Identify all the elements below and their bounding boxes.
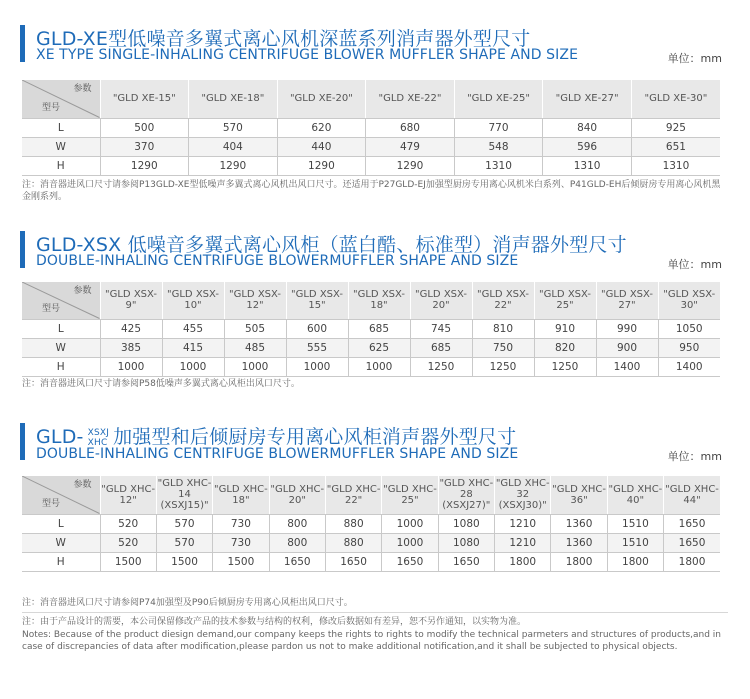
value-cell: 1360 (551, 533, 607, 552)
value-cell: 1000 (286, 357, 348, 376)
model-header-cell: "GLD XHC-18" (213, 476, 269, 514)
value-cell: 1250 (534, 357, 596, 376)
model-header-cell: "GLD XHC-14 (XSXJ15)" (156, 476, 212, 514)
value-cell: 415 (162, 338, 224, 357)
title-accent-bar (20, 25, 25, 62)
design-note-cn: 注：由于产品设计的需要，本公司保留修改产品的技术参数与结构的权利，修改后数据如有差异，恕不另作通知，以实物为准。 (22, 617, 527, 627)
value-cell: 520 (100, 514, 156, 533)
xhc-size-table (22, 476, 720, 572)
value-cell: 1310 (454, 156, 543, 175)
model-header-cell: "GLD XHC-20" (269, 476, 325, 514)
value-cell: 370 (100, 137, 189, 156)
model-header-cell: "GLD XSX-18" (348, 282, 410, 319)
table-row (22, 137, 720, 156)
value-cell: 1000 (100, 357, 162, 376)
section-title-en: DOUBLE-INHALING CENTRIFUGE BLOWERMUFFLER SHAPE AND SIZE (36, 446, 519, 462)
value-cell: 1800 (664, 552, 720, 571)
value-cell: 910 (534, 319, 596, 338)
section-title-cn: GLD-XSX 低噪音多翼式离心风柜（蓝白酷、标准型）消声器外型尺寸 (36, 234, 627, 256)
value-cell: 680 (366, 118, 455, 137)
value-cell: 1800 (551, 552, 607, 571)
value-cell: 500 (100, 118, 189, 137)
value-cell: 1250 (472, 357, 534, 376)
xhc-note: 注：消音器进风口尺寸请参阅P74加强型及P90后倾厨房专用离心风柜出风口尺寸。 (22, 598, 353, 608)
value-cell: 1650 (664, 533, 720, 552)
row-label-cell: W (22, 137, 100, 156)
unit-label: 单位：mm (667, 52, 722, 65)
value-cell: 730 (213, 533, 269, 552)
table-row (22, 552, 720, 571)
table-row (22, 338, 720, 357)
xsx-note: 注：消音器进风口尺寸请参阅P58低噪声多翼式离心风柜出风口尺寸。 (22, 379, 300, 389)
value-cell: 1290 (189, 156, 278, 175)
corner-model-label: 型号 (42, 498, 61, 509)
table-header-row (22, 282, 720, 319)
value-cell: 1290 (100, 156, 189, 175)
xe-note: 注：消音器进风口尺寸请参阅P13GLD-XE型低噪声多翼式离心风机出风口尺寸。还适用于P27GLD-EJ加强型厨房专用离心风机米白系列、P41GLD-EH后倾厨房专用离心风机黑金刚系列。 (22, 180, 721, 202)
value-cell: 990 (596, 319, 658, 338)
table-header-row (22, 476, 720, 514)
model-header-cell: "GLD XE-27" (543, 80, 632, 118)
model-header-cell: "GLD XHC-32 (XSXJ30)" (495, 476, 551, 514)
value-cell: 455 (162, 319, 224, 338)
table-corner-cell (22, 282, 100, 319)
value-cell: 800 (269, 514, 325, 533)
value-cell: 1510 (607, 533, 663, 552)
row-label-cell: W (22, 533, 100, 552)
title-accent-bar (20, 231, 25, 268)
model-header-cell: "GLD XSX-27" (596, 282, 658, 319)
value-cell: 1650 (269, 552, 325, 571)
section-xe (0, 20, 750, 64)
value-cell: 1000 (162, 357, 224, 376)
value-cell: 820 (534, 338, 596, 357)
value-cell: 1250 (410, 357, 472, 376)
table-header-row (22, 80, 720, 118)
value-cell: 925 (631, 118, 720, 137)
table-row (22, 514, 720, 533)
value-cell: 950 (658, 338, 720, 357)
corner-param-label: 参数 (73, 480, 92, 490)
value-cell: 1210 (495, 514, 551, 533)
unit-label: 单位：mm (667, 450, 722, 463)
model-header-cell: "GLD XSX-15" (286, 282, 348, 319)
section-title-cn (36, 422, 516, 449)
model-header-cell: "GLD XE-25" (454, 80, 543, 118)
value-cell: 745 (410, 319, 472, 338)
value-cell: 1400 (658, 357, 720, 376)
value-cell: 1000 (382, 514, 438, 533)
model-header-cell: "GLD XSX-9" (100, 282, 162, 319)
design-note-en: Notes: Because of the product diesign demand,our company keeps the rights to rights to modify the technical parmeters and structures of products,and in case of discrepancies of data after modification,please pardon us not to make additional notification,and it shall be subjected to physical objects. (22, 630, 722, 652)
section-xe-title (0, 20, 750, 64)
value-cell: 385 (100, 338, 162, 357)
value-cell: 651 (631, 137, 720, 156)
value-cell: 520 (100, 533, 156, 552)
model-header-cell: "GLD XE-20" (277, 80, 366, 118)
value-cell: 440 (277, 137, 366, 156)
model-header-cell: "GLD XE-22" (366, 80, 455, 118)
row-label-cell: H (22, 552, 100, 571)
value-cell: 800 (269, 533, 325, 552)
value-cell: 1310 (543, 156, 632, 175)
model-header-cell: "GLD XHC-25" (382, 476, 438, 514)
title-stack-bottom: XHC (87, 437, 108, 448)
row-label-cell: W (22, 338, 100, 357)
model-header-cell: "GLD XHC-22" (325, 476, 381, 514)
value-cell: 555 (286, 338, 348, 357)
section-title-en: DOUBLE-INHALING CENTRIFUGE BLOWERMUFFLER SHAPE AND SIZE (36, 253, 519, 269)
value-cell: 425 (100, 319, 162, 338)
title-prefix: GLD- (36, 426, 84, 448)
section-title-cn: GLD-XE型低噪音多翼式离心风机深蓝系列消声器外型尺寸 (36, 28, 531, 50)
corner-model-label: 型号 (42, 102, 61, 113)
value-cell: 685 (348, 319, 410, 338)
row-label-cell: H (22, 357, 100, 376)
value-cell: 1080 (438, 514, 494, 533)
title-text: 加强型和后倾厨房专用离心风柜消声器外型尺寸 (113, 426, 517, 448)
value-cell: 1290 (366, 156, 455, 175)
row-label-cell: L (22, 514, 100, 533)
model-header-cell: "GLD XSX-12" (224, 282, 286, 319)
corner-param-label: 参数 (73, 286, 92, 296)
value-cell: 1360 (551, 514, 607, 533)
value-cell: 1650 (325, 552, 381, 571)
value-cell: 1500 (213, 552, 269, 571)
value-cell: 1500 (156, 552, 212, 571)
table-row (22, 319, 720, 338)
row-label-cell: L (22, 118, 100, 137)
value-cell: 1050 (658, 319, 720, 338)
value-cell: 404 (189, 137, 278, 156)
value-cell: 1500 (100, 552, 156, 571)
value-cell: 596 (543, 137, 632, 156)
table-row (22, 357, 720, 376)
model-header-cell: "GLD XHC-36" (551, 476, 607, 514)
model-header-cell: "GLD XHC-12" (100, 476, 156, 514)
model-header-cell: "GLD XSX-22" (472, 282, 534, 319)
value-cell: 570 (189, 118, 278, 137)
value-cell: 625 (348, 338, 410, 357)
value-cell: 880 (325, 514, 381, 533)
value-cell: 479 (366, 137, 455, 156)
value-cell: 570 (156, 533, 212, 552)
table-row (22, 118, 720, 137)
xsx-size-table (22, 282, 720, 377)
value-cell: 1000 (348, 357, 410, 376)
xe-size-table (22, 80, 720, 176)
model-header-cell: "GLD XE-30" (631, 80, 720, 118)
title-model-stack (88, 428, 110, 448)
value-cell: 770 (454, 118, 543, 137)
value-cell: 1400 (596, 357, 658, 376)
model-header-cell: "GLD XSX-25" (534, 282, 596, 319)
title-stack-top: XSXJ (87, 427, 110, 438)
table-corner-cell (22, 80, 100, 118)
value-cell: 840 (543, 118, 632, 137)
model-header-cell: "GLD XE-15" (100, 80, 189, 118)
value-cell: 1650 (382, 552, 438, 571)
value-cell: 900 (596, 338, 658, 357)
model-header-cell: "GLD XHC-28 (XSXJ27)" (438, 476, 494, 514)
value-cell: 485 (224, 338, 286, 357)
value-cell: 600 (286, 319, 348, 338)
table-row (22, 533, 720, 552)
row-label-cell: L (22, 319, 100, 338)
model-header-cell: "GLD XSX-30" (658, 282, 720, 319)
value-cell: 810 (472, 319, 534, 338)
model-header-cell: "GLD XHC-40" (607, 476, 663, 514)
value-cell: 505 (224, 319, 286, 338)
value-cell: 685 (410, 338, 472, 357)
model-header-cell: "GLD XE-18" (189, 80, 278, 118)
value-cell: 1800 (495, 552, 551, 571)
value-cell: 1510 (607, 514, 663, 533)
section-xsx-title (0, 226, 750, 270)
value-cell: 730 (213, 514, 269, 533)
table-corner-cell (22, 476, 100, 514)
value-cell: 880 (325, 533, 381, 552)
value-cell: 1290 (277, 156, 366, 175)
value-cell: 750 (472, 338, 534, 357)
row-label-cell: H (22, 156, 100, 175)
model-header-cell: "GLD XSX-20" (410, 282, 472, 319)
value-cell: 1800 (607, 552, 663, 571)
value-cell: 1650 (664, 514, 720, 533)
corner-model-label: 型号 (42, 303, 61, 314)
section-xhc (0, 418, 750, 462)
value-cell: 1000 (382, 533, 438, 552)
model-header-cell: "GLD XSX-10" (162, 282, 224, 319)
unit-label: 单位：mm (667, 258, 722, 271)
note-divider (22, 612, 728, 613)
value-cell: 570 (156, 514, 212, 533)
corner-param-label: 参数 (73, 84, 92, 94)
value-cell: 1000 (224, 357, 286, 376)
value-cell: 1080 (438, 533, 494, 552)
value-cell: 548 (454, 137, 543, 156)
section-xsx (0, 226, 750, 270)
table-row (22, 156, 720, 175)
section-xhc-title (0, 418, 750, 462)
value-cell: 1210 (495, 533, 551, 552)
section-title-en: XE TYPE SINGLE-INHALING CENTRIFUGE BLOWER MUFFLER SHAPE AND SIZE (36, 47, 579, 63)
value-cell: 1650 (438, 552, 494, 571)
model-header-cell: "GLD XHC-44" (664, 476, 720, 514)
value-cell: 620 (277, 118, 366, 137)
title-accent-bar (20, 423, 25, 460)
value-cell: 1310 (631, 156, 720, 175)
